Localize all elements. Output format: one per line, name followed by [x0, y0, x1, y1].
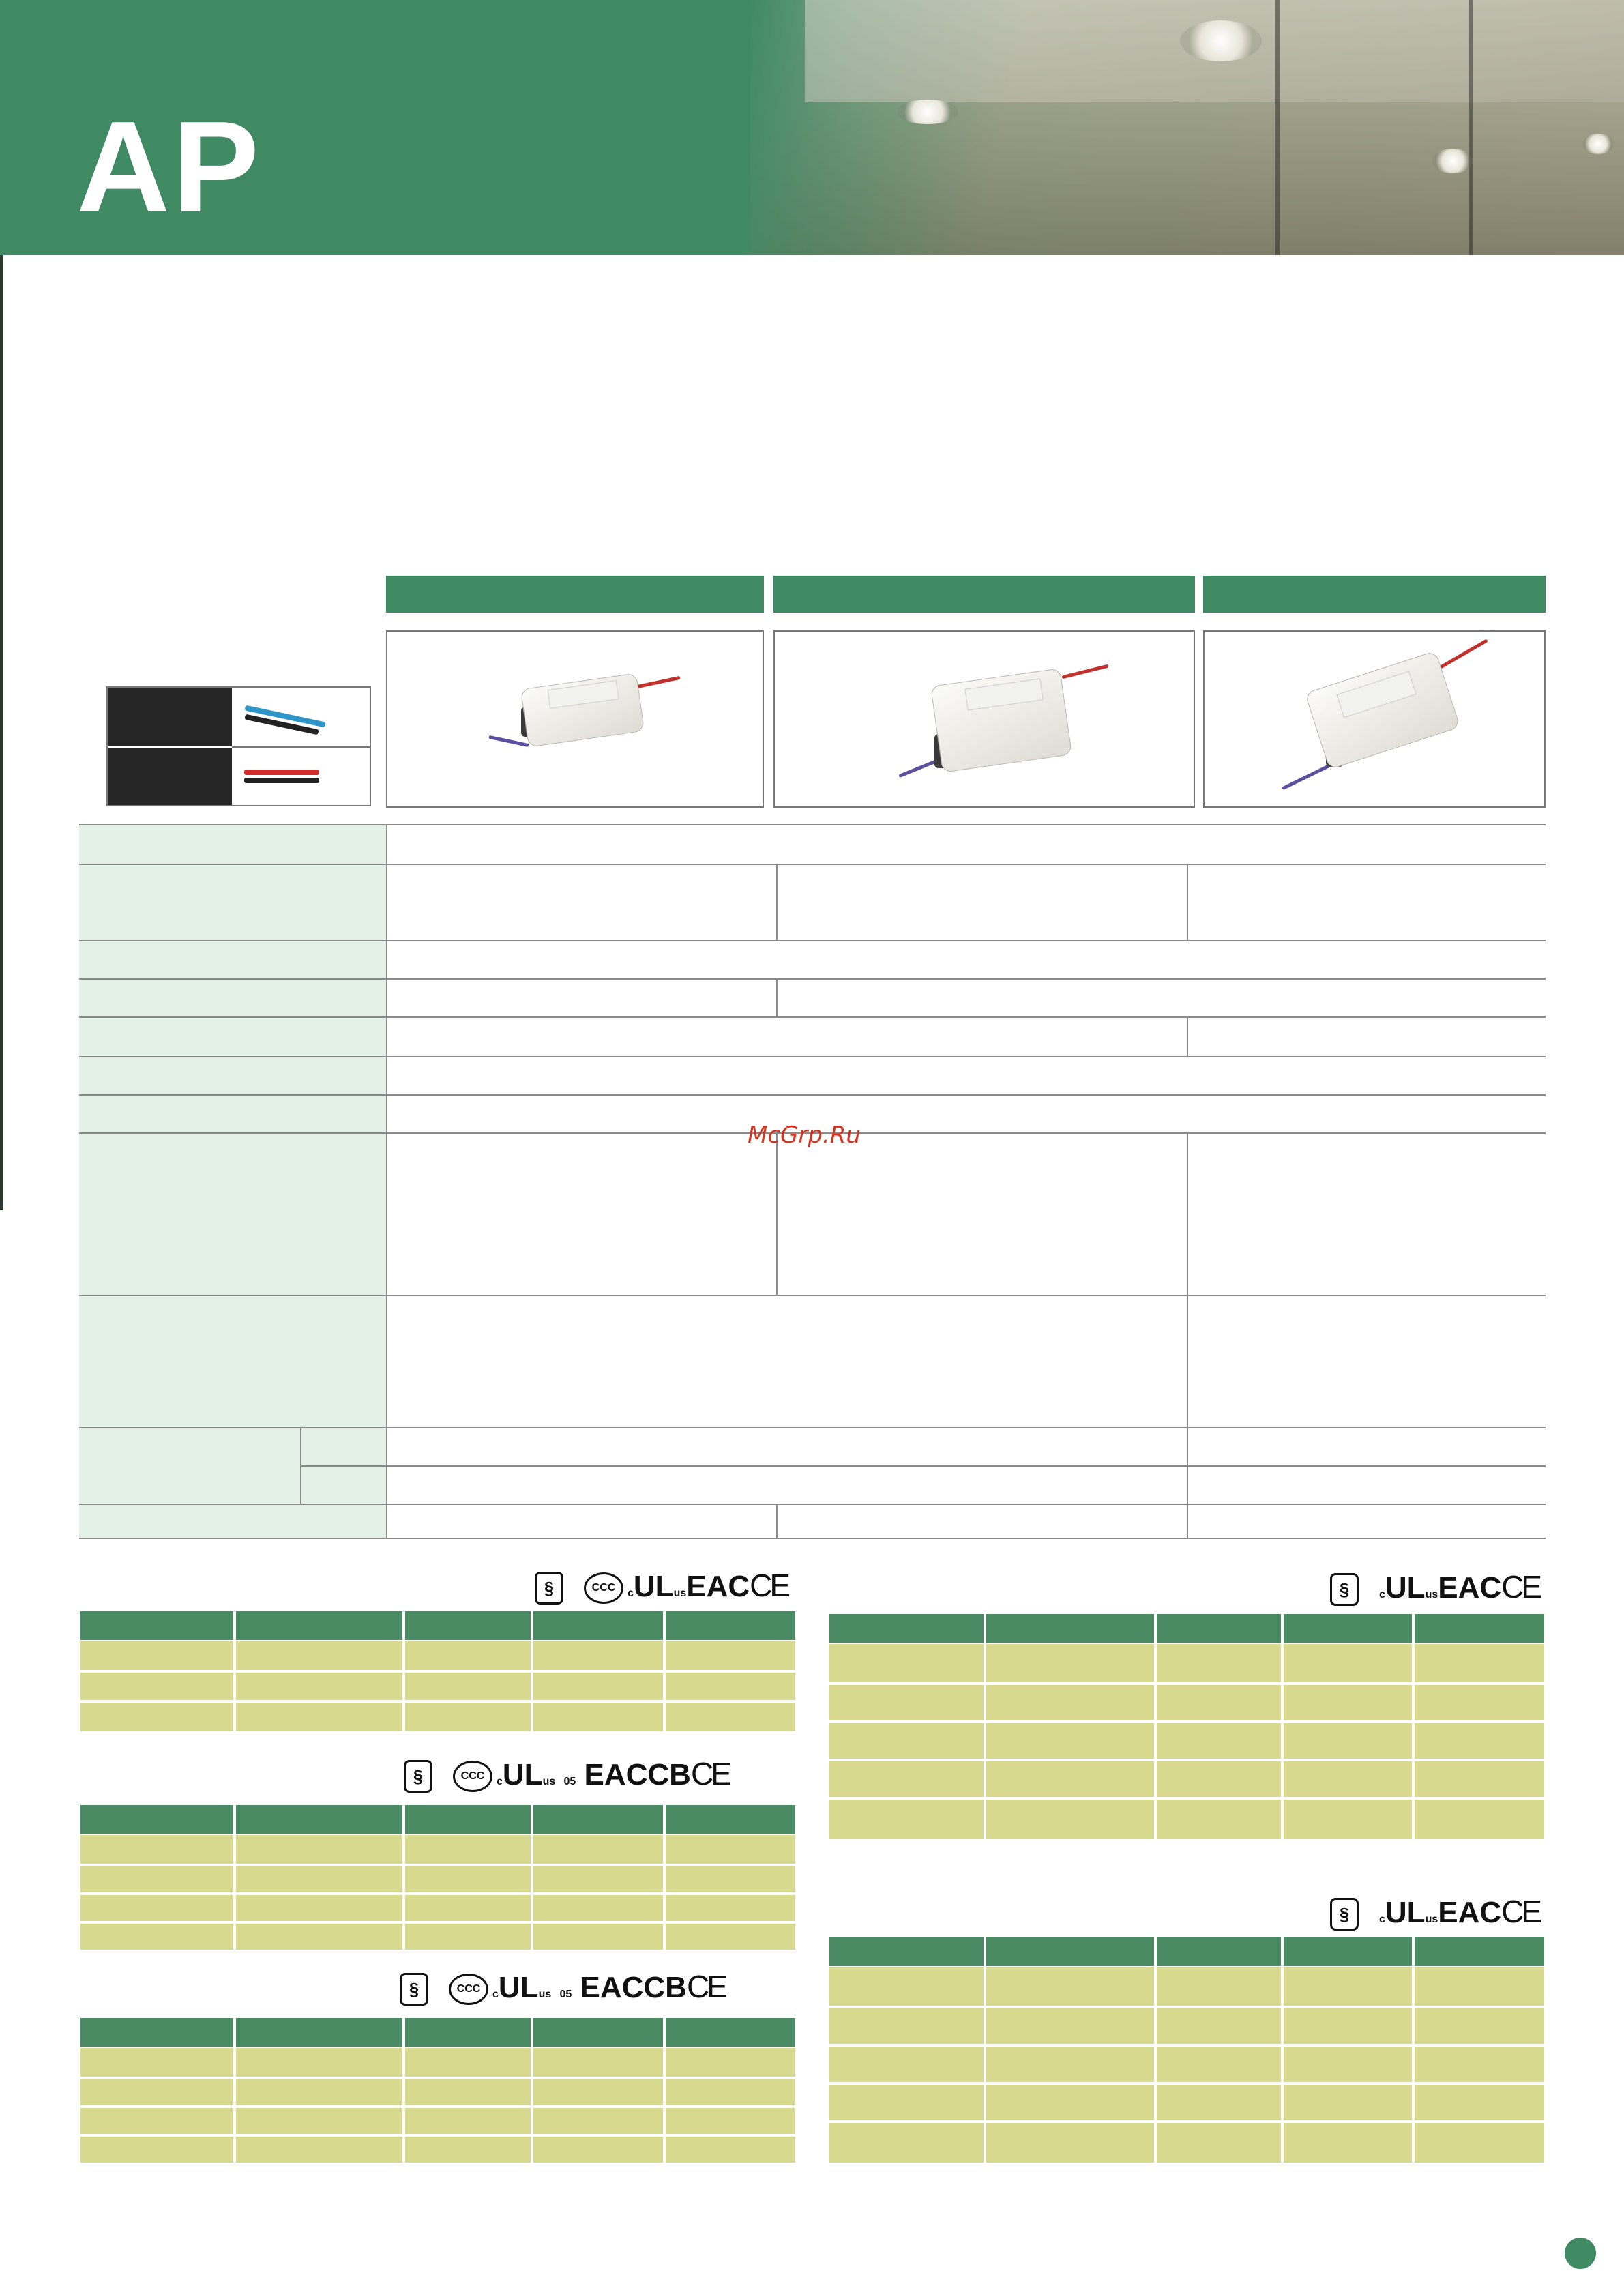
ceiling-lamp	[897, 100, 958, 124]
product-column-header	[773, 576, 1195, 613]
product-column-header	[1203, 576, 1546, 613]
watermark: McGrp.Ru	[748, 1122, 861, 1149]
table-header	[80, 1611, 795, 1640]
certification-marks: § cULusEACCE	[1330, 1568, 1539, 1606]
photo-pillar	[1275, 0, 1280, 255]
black-wire-image	[244, 778, 319, 783]
model-table	[80, 2018, 795, 2163]
ceiling-lamp	[1432, 149, 1473, 173]
led-driver-image	[775, 632, 1194, 806]
model-table	[80, 1805, 795, 1950]
product-column-header	[386, 576, 764, 613]
spec-label-column	[79, 825, 386, 1538]
wire-legend	[106, 686, 371, 806]
table-header	[80, 1805, 795, 1834]
certification-marks: § CCC cULus 05 EACCBCE	[404, 1755, 729, 1793]
photo-pillar	[1469, 0, 1473, 255]
red-wire-image	[244, 770, 319, 775]
model-table	[829, 1937, 1544, 2163]
model-table	[829, 1614, 1544, 1839]
page-marker	[1565, 2238, 1596, 2269]
left-edge-strip	[0, 255, 3, 1210]
certification-marks: § cULusEACCE	[1330, 1892, 1539, 1931]
product-image-box	[1203, 630, 1546, 808]
ceiling-lamp	[1582, 134, 1614, 154]
certification-marks: § CCC cULus 05 EACCBCE	[400, 1967, 725, 2006]
ceiling-lamp	[1180, 20, 1262, 61]
page-title: AP	[76, 95, 262, 239]
certification-marks: § CCC cULusEACCE	[535, 1566, 788, 1605]
product-image-box	[773, 630, 1195, 808]
table-header	[80, 2018, 795, 2047]
led-driver-image	[1205, 632, 1544, 806]
legend-label	[108, 748, 232, 805]
model-table	[80, 1611, 795, 1731]
table-row	[80, 1641, 795, 1731]
led-driver-image	[387, 632, 763, 806]
legend-label	[108, 688, 232, 746]
table-row	[829, 1644, 1544, 1839]
table-header	[829, 1614, 1544, 1643]
table-row	[829, 1967, 1544, 2163]
table-header	[829, 1937, 1544, 1966]
product-image-box	[386, 630, 764, 808]
